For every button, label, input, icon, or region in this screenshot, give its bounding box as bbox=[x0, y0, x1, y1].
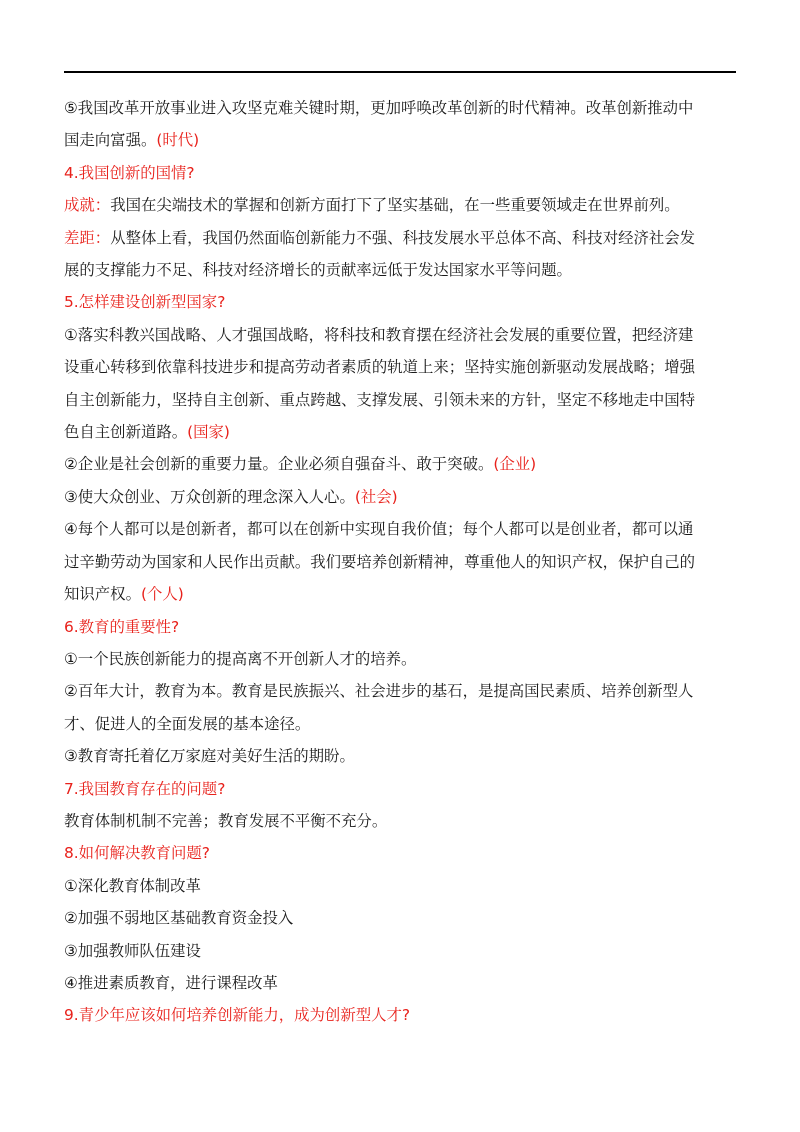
line-text: 过辛勤劳动为国家和人民作出贡献。我们要培养创新精神，尊重他人的知识产权，保护自己的 bbox=[64, 552, 696, 571]
text-line bbox=[64, 254, 736, 286]
text-line bbox=[64, 675, 736, 707]
line-text: ③教育寄托着亿万家庭对美好生活的期盼。 bbox=[64, 747, 355, 766]
paragraph-label: 成就： bbox=[64, 196, 111, 215]
category-tag: (企业) bbox=[493, 455, 537, 474]
paragraph bbox=[64, 675, 736, 740]
paragraph-label: 差距： bbox=[64, 228, 111, 247]
text-line bbox=[64, 708, 736, 740]
header-rule bbox=[64, 71, 736, 73]
paragraph bbox=[64, 222, 736, 287]
line-text: ①落实科教兴国战略、人才强国战略，将科技和教育摆在经济社会发展的重要位置，把经济建 bbox=[64, 325, 694, 344]
section-heading: 5.怎样建设创新型国家? bbox=[64, 293, 226, 312]
line-text: ③使大众创业、万众创新的理念深入人心。 bbox=[64, 487, 355, 506]
text-line bbox=[64, 870, 736, 902]
line-text: 设重心转移到依靠科技进步和提高劳动者素质的轨道上来；坚持实施创新驱动发展战略；增强 bbox=[64, 358, 696, 377]
paragraph bbox=[64, 870, 736, 902]
line-text: ③加强教师队伍建设 bbox=[64, 941, 201, 960]
paragraph bbox=[64, 740, 736, 772]
line-text: ④每个人都可以是创新者，都可以在创新中实现自我价值；每个人都可以是创业者，都可以通 bbox=[64, 520, 694, 539]
paragraph bbox=[64, 902, 736, 934]
line-text: 教育体制机制不完善；教育发展不平衡不充分。 bbox=[64, 811, 388, 830]
section-heading: 8.如何解决教育问题? bbox=[64, 844, 210, 863]
paragraph bbox=[64, 967, 736, 999]
text-line bbox=[64, 124, 736, 156]
paragraph bbox=[64, 643, 736, 675]
paragraph bbox=[64, 189, 736, 221]
section-heading: 6.教育的重要性? bbox=[64, 617, 180, 636]
line-text: 我国在尖端技术的掌握和创新方面打下了坚实基础，在一些重要领域走在世界前列。 bbox=[110, 196, 680, 215]
paragraph bbox=[64, 935, 736, 967]
text-line bbox=[64, 546, 736, 578]
text-line bbox=[64, 222, 736, 254]
line-text: ②企业是社会创新的重要力量。企业必须自强奋斗、敢于突破。 bbox=[64, 455, 494, 474]
section-heading: 9.青少年应该如何培养创新能力，成为创新型人才? bbox=[64, 1006, 411, 1025]
text-line bbox=[64, 92, 736, 124]
line-text: 展的支撑能力不足、科技对经济增长的贡献率远低于发达国家水平等问题。 bbox=[64, 261, 572, 280]
paragraph bbox=[64, 513, 736, 610]
text-line bbox=[64, 740, 736, 772]
line-text: 才、促进人的全面发展的基本途径。 bbox=[64, 714, 311, 733]
line-text: ②加强不弱地区基础教育资金投入 bbox=[64, 909, 294, 928]
line-text: ②百年大计，教育为本。教育是民族振兴、社会进步的基石，是提高国民素质、培养创新型人 bbox=[64, 682, 694, 701]
line-text: ①一个民族创新能力的提高离不开创新人才的培养。 bbox=[64, 649, 417, 668]
paragraph bbox=[64, 805, 736, 837]
text-line bbox=[64, 513, 736, 545]
text-line bbox=[64, 189, 736, 221]
text-line bbox=[64, 902, 736, 934]
line-text: ⑤我国改革开放事业进入攻坚克难关键时期，更加呼唤改革创新的时代精神。改革创新推动中 bbox=[64, 99, 694, 117]
category-tag: (社会) bbox=[354, 487, 398, 506]
line-text: 从整体上看，我国仍然面临创新能力不强、科技发展水平总体不高、科技对经济社会发 bbox=[110, 228, 696, 247]
text-line bbox=[64, 416, 736, 448]
section-heading: 4.我国创新的国情? bbox=[64, 163, 195, 182]
category-tag: (个人) bbox=[140, 585, 184, 604]
line-text: 色自主创新道路。 bbox=[64, 423, 188, 442]
paragraph bbox=[64, 92, 736, 157]
text-line bbox=[64, 578, 736, 610]
paragraph bbox=[64, 319, 736, 449]
line-text: 自主创新能力，坚持自主创新、重点跨越、支撑发展、引领未来的方针，坚定不移地走中国特 bbox=[64, 390, 696, 409]
text-line bbox=[64, 319, 736, 351]
paragraph bbox=[64, 481, 736, 513]
line-text: 知识产权。 bbox=[64, 585, 141, 604]
text-line bbox=[64, 384, 736, 416]
document-body bbox=[64, 92, 736, 1032]
line-text: ①深化教育体制改革 bbox=[64, 876, 201, 895]
text-line bbox=[64, 805, 736, 837]
line-text: ④推进素质教育，进行课程改革 bbox=[64, 973, 278, 992]
paragraph bbox=[64, 448, 736, 480]
category-tag: (时代) bbox=[156, 131, 200, 150]
text-line bbox=[64, 481, 736, 513]
text-line bbox=[64, 643, 736, 675]
text-line bbox=[64, 935, 736, 967]
category-tag: (国家) bbox=[187, 423, 230, 442]
section-heading: 7.我国教育存在的问题? bbox=[64, 779, 226, 798]
text-line bbox=[64, 448, 736, 480]
text-line bbox=[64, 351, 736, 383]
text-line bbox=[64, 967, 736, 999]
line-text: 国走向富强。 bbox=[64, 131, 157, 150]
